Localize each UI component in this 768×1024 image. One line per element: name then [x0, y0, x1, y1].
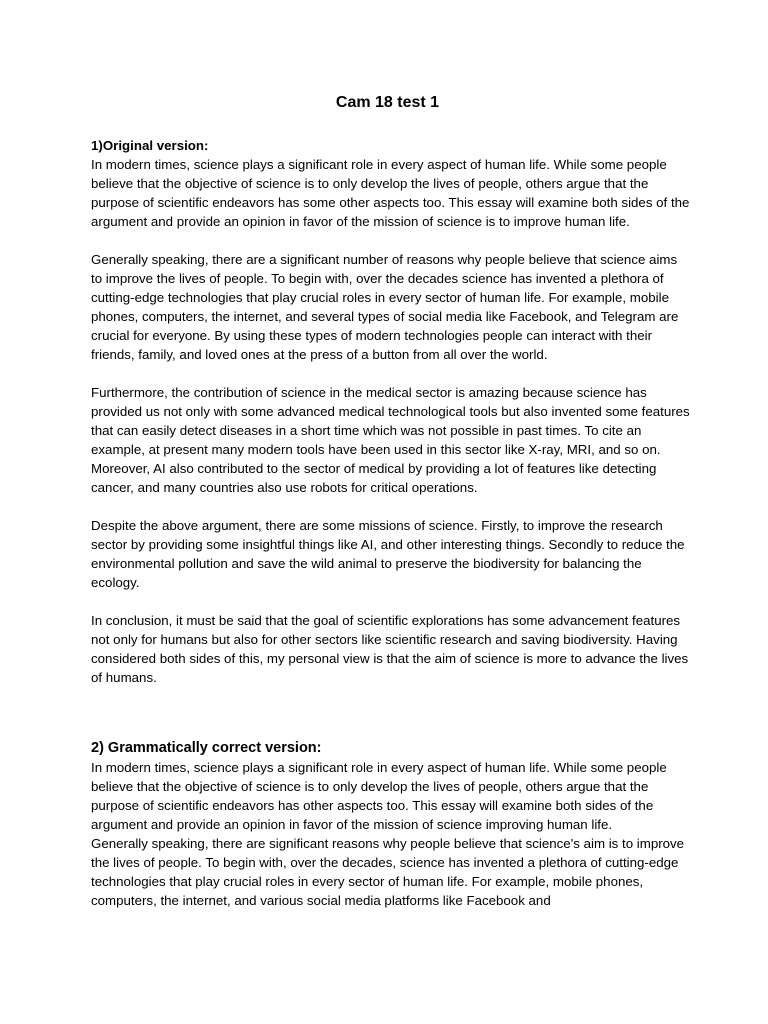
paragraph: Furthermore, the contribution of science in the medical sector is amazing because science has provided us not only with some advanced medical technological tools but also invented some features that can easily detect diseases in a short time which was not possible in past times. To cite an example, at present many modern tools have been used in this sector like X-ray, MRI, and so on. Moreover, AI also contributed to the sector of medical by providing a lot of features like detecting cancer, and many countries also use robots for critical operations.: [91, 385, 690, 495]
section-original: [91, 136, 691, 687]
paragraph: Generally speaking, there are significant reasons why people believe that science's aim is to improve the lives of people. To begin with, over the decades, science has invented a plethora of cutting-edge technologies that play crucial roles in every sector of human life. For example, mobile phones, computers, the internet, and various social media platforms like Facebook and: [91, 836, 685, 908]
section-corrected: [91, 758, 691, 910]
paragraph: In conclusion, it must be said that the goal of scientific explorations has some advancement features not only for humans but also for other sectors like scientific research and saving biodiversity. Having considered both sides of this, my personal view is that the aim of science is more to advance the lives of humans.: [91, 613, 689, 685]
paragraph: Despite the above argument, there are some missions of science. Firstly, to improve the research sector by providing some insightful things like AI, and other interesting things. Secondly to reduce the environmental pollution and save the wild animal to preserve the biodiversity for balancing the ecology.: [91, 518, 685, 590]
section-heading-corrected: 2) Grammatically correct version:: [91, 740, 322, 756]
paragraph: In modern times, science plays a significant role in every aspect of human life. While some people believe that the objective of science is to only develop the lives of people, others argue that the purpose of scientific endeavors has other aspects too. This essay will examine both sides of the argument and provide an opinion in favor of the mission of science improving human life.: [91, 760, 667, 832]
document-title: Cam 18 test 1: [335, 94, 440, 111]
paragraph: Generally speaking, there are a significant number of reasons why people believe that science aims to improve the lives of people. To begin with, over the decades science has invented a plethora of cutting-edge technologies that play crucial roles in every sector of human life. For example, mobile phones, computers, the internet, and several types of social media like Facebook, and Telegram are crucial for everyone. By using these types of modern technologies people can interact with their friends, family, and loved ones at the press of a button from all over the world.: [91, 252, 679, 362]
paragraph: In modern times, science plays a significant role in every aspect of human life. While some people believe that the objective of science is to only develop the lives of people, others argue that the purpose of scientific endeavors has some other aspects too. This essay will examine both sides of the argument and provide an opinion in favor of the mission of science is to improve human life.: [91, 157, 690, 229]
section-heading-original: 1)Original version:: [91, 138, 209, 153]
